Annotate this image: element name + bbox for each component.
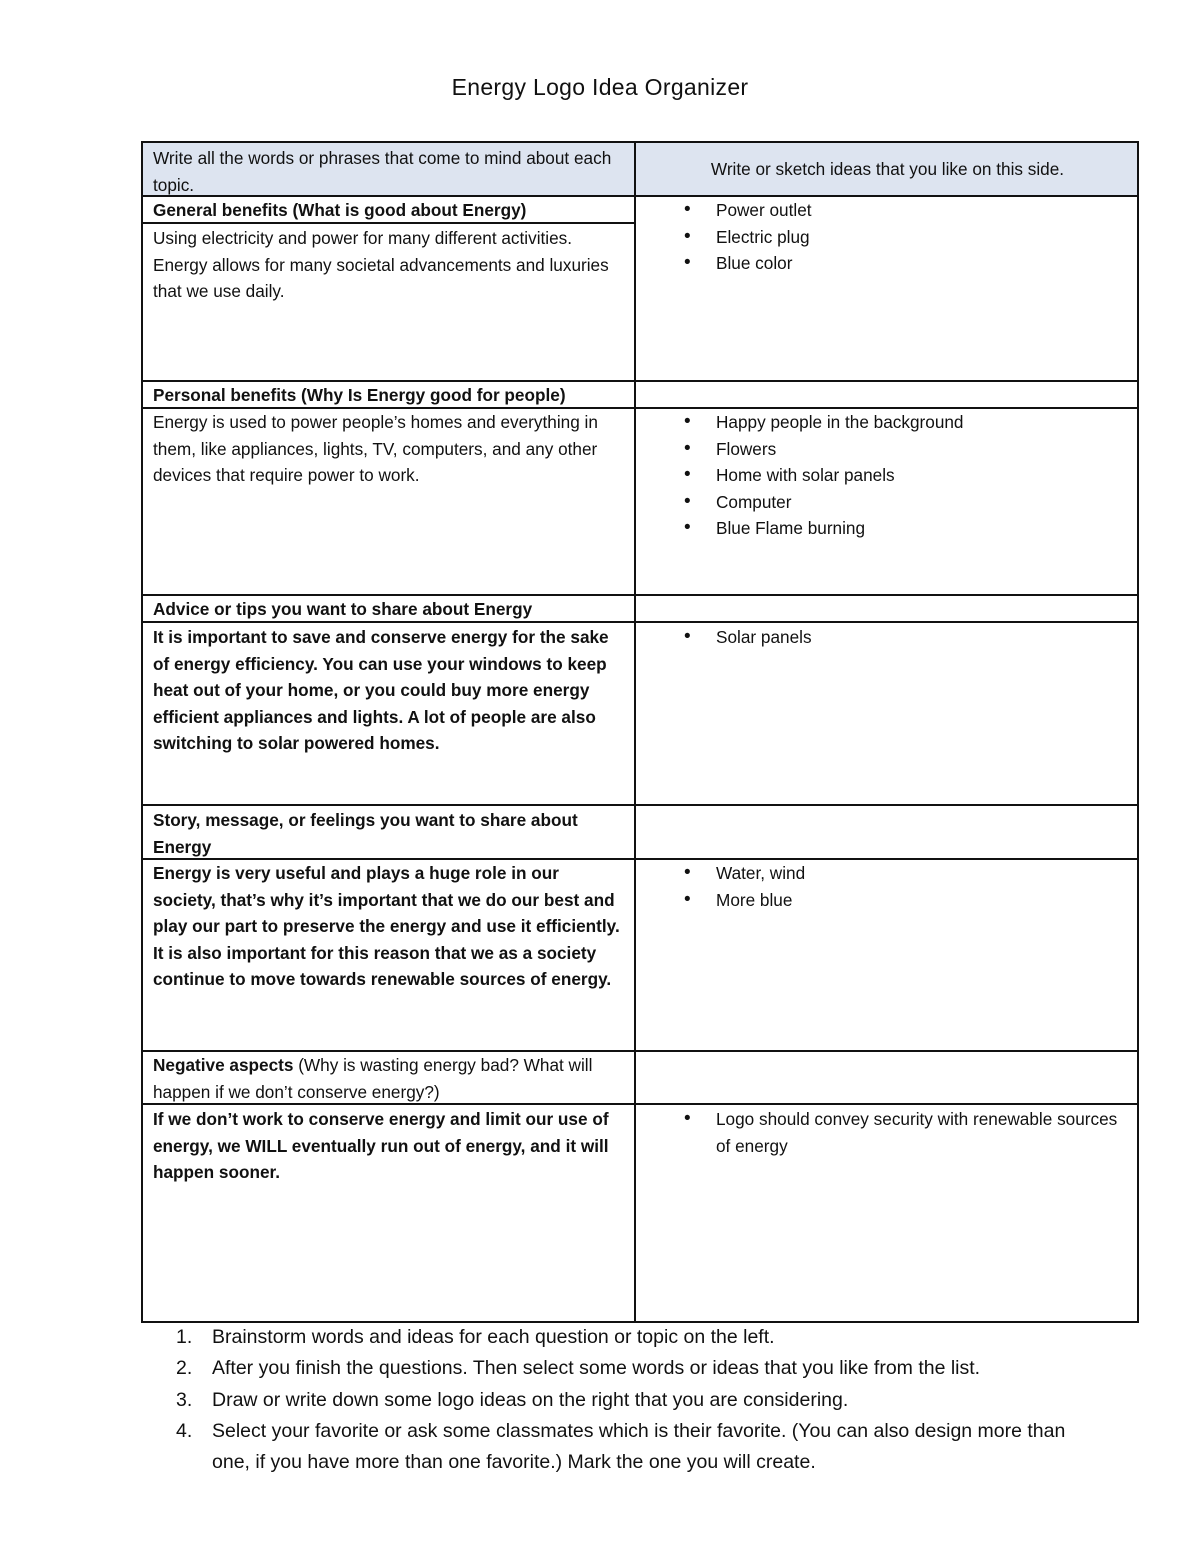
idea-item: • More blue (716, 887, 1129, 914)
instructions-list (141, 1322, 1091, 1478)
idea-item: • Blue color (716, 250, 1129, 277)
personal-benefits-ideas (636, 409, 1139, 542)
page-title: Energy Logo Idea Organizer (451, 74, 749, 100)
instruction-number: 1. (176, 1326, 193, 1348)
advice-heading: Advice or tips you want to share about Energy (153, 599, 533, 619)
instruction-text: Draw or write down some logo ideas on the right that you are considering. (212, 1388, 849, 1411)
idea-item: • Home with solar panels (716, 462, 1129, 489)
instruction-item (141, 1385, 1091, 1416)
instruction-text: Select your favorite or ask some classmates which is their favorite. (You can also design more than one, if you have more than one favorite.) Mark the one you will create. (212, 1419, 1066, 1474)
idea-item: • Power outlet (716, 197, 1129, 224)
organizer-table (141, 141, 1139, 1323)
story-answer: Energy is very useful and plays a huge role in our society, that’s why it’s important that we do our best and play our part to preserve the energy and use it efficiently. It is also important for this reason that we as a society continue to move towards renewable sources of energy. (153, 863, 620, 989)
personal-benefits-answer: Energy is used to power people’s homes and everything in them, like appliances, lights, TV, computers, and any other devices that require power to work. (153, 412, 598, 485)
idea-item: • Blue Flame burning (716, 515, 1129, 542)
idea-item: • Solar panels (716, 624, 1129, 651)
negative-aspects-ideas (636, 1106, 1139, 1159)
negative-aspects-heading-question: (Why is wasting energy bad? What will happen if we don’t conserve energy?) (153, 1055, 593, 1102)
table-divider (143, 804, 1137, 806)
instruction-text: Brainstorm words and ideas for each question or topic on the left. (212, 1326, 775, 1348)
header-left-instruction: Write all the words or phrases that come to mind about each topic. (153, 148, 612, 195)
idea-item: • Computer (716, 489, 1129, 516)
idea-item: • Water, wind (716, 860, 1129, 887)
instruction-number: 4. (176, 1419, 193, 1442)
general-benefits-answer: Using electricity and power for many different activities. Energy allows for many societal advancements and luxuries that we use daily. (153, 228, 609, 301)
negative-aspects-answer: If we don’t work to conserve energy and limit our use of energy, we WILL eventually run out of energy, and it will happen sooner. (153, 1109, 609, 1182)
instruction-item (141, 1322, 1091, 1353)
instruction-item (141, 1353, 1091, 1384)
instruction-number: 2. (176, 1357, 193, 1380)
advice-answer: It is important to save and conserve energy for the sake of energy efficiency. You can use your windows to keep heat out of your home, or you could buy more energy efficient appliances and lights. A lot of people are also switching to solar powered homes. (153, 627, 609, 753)
negative-aspects-heading (143, 1052, 634, 1105)
idea-item: • Flowers (716, 436, 1129, 463)
general-benefits-heading: General benefits (What is good about Energy) (153, 200, 527, 220)
idea-item: • Logo should convey security with renewable sources of energy (716, 1106, 1129, 1159)
instruction-number: 3. (176, 1388, 193, 1411)
advice-ideas (636, 624, 1139, 651)
story-heading: Story, message, or feelings you want to share about Energy (153, 810, 578, 857)
general-benefits-ideas (636, 197, 1139, 277)
header-right-instruction: Write or sketch ideas that you like on this side. (710, 158, 1065, 179)
negative-aspects-heading-bold: Negative aspects (153, 1055, 294, 1075)
instruction-item (141, 1416, 1091, 1479)
idea-item: • Electric plug (716, 224, 1129, 251)
instruction-text: After you finish the questions. Then select some words or ideas that you like from the list. (212, 1357, 981, 1380)
story-ideas (636, 860, 1139, 913)
idea-item: • Happy people in the background (716, 409, 1129, 436)
personal-benefits-heading: Personal benefits (Why Is Energy good for people) (153, 385, 566, 405)
